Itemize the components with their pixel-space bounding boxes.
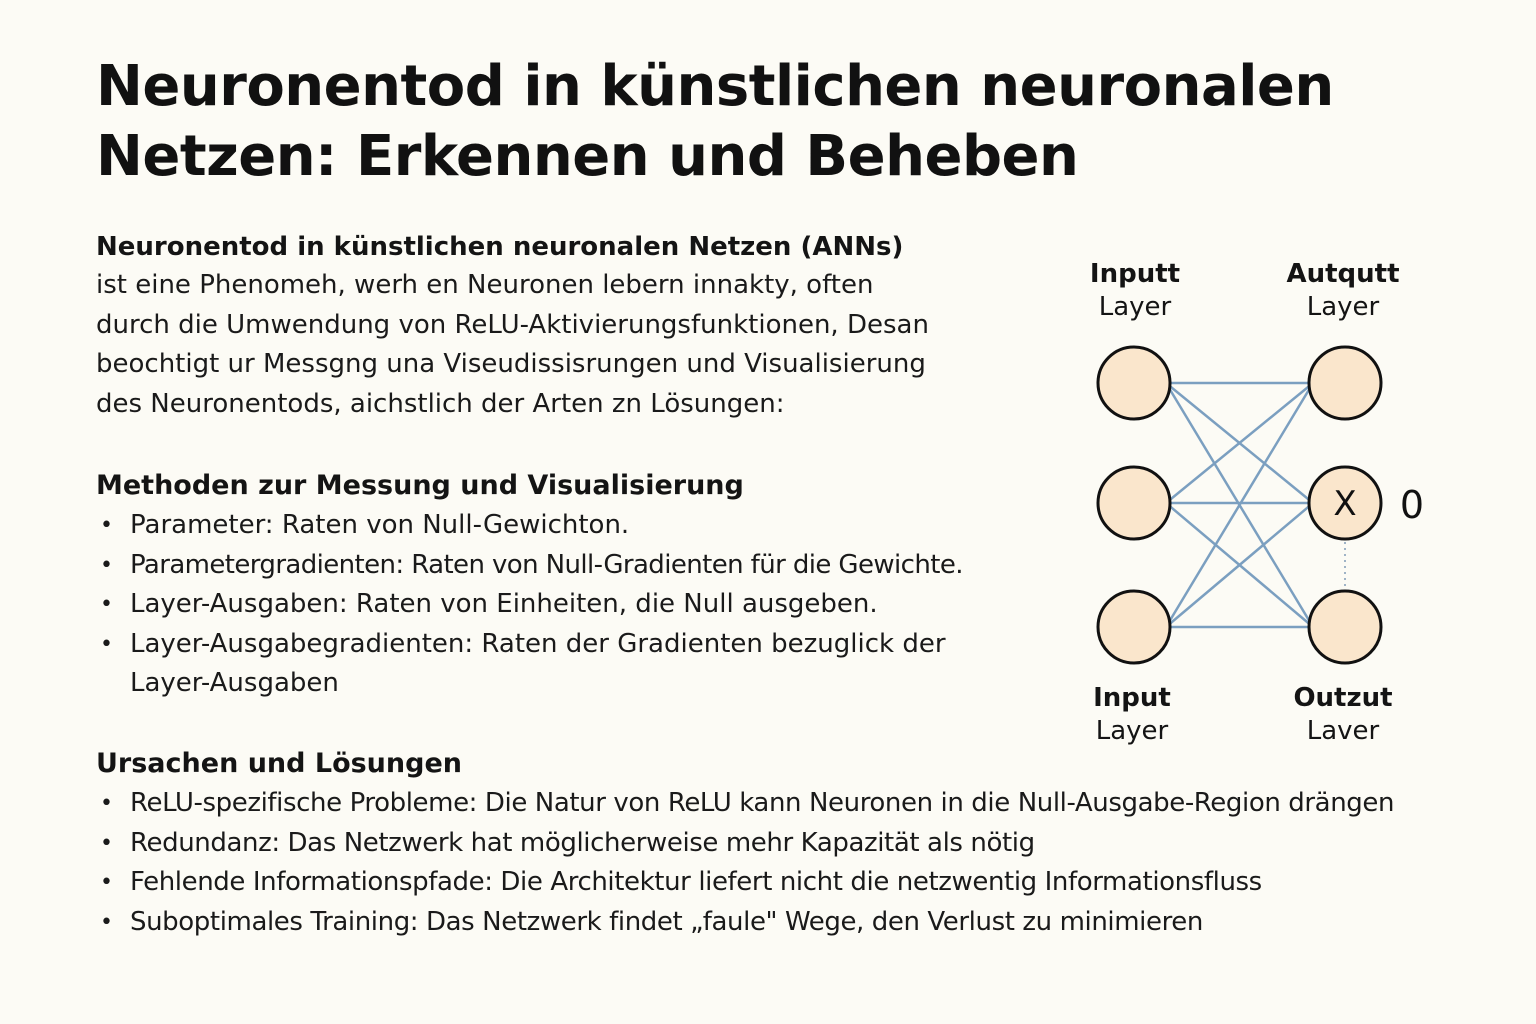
connections xyxy=(1166,383,1313,627)
causes-section xyxy=(96,744,1516,942)
list-item-text: Suboptimales Training: Das Netzwerk findet „faule" Wege, den Verlust zu minimieren xyxy=(130,906,1203,937)
causes-list xyxy=(96,784,1516,942)
output-neuron xyxy=(1309,347,1381,419)
list-item-text: Redundanz: Das Netzwerk hat möglicherweise mehr Kapazität als nötig xyxy=(130,827,1035,858)
intro-line: durch die Umwendung von ReLU-Aktivierungsfunktionen, Desan xyxy=(96,309,929,340)
bullet-icon: • xyxy=(100,552,113,578)
causes-heading: Ursachen und Lösungen xyxy=(96,748,462,779)
network-graph xyxy=(1070,250,1490,760)
neural-network-diagram xyxy=(1070,250,1490,760)
intro-lead: Neuronentod in künstlichen neuronalen Netzen (ANNs) xyxy=(96,232,904,262)
dead-neuron-mark: X xyxy=(1333,484,1357,524)
intro-line: beochtigt ur Messgng una Viseudissisrungen und Visualisierung xyxy=(96,349,926,379)
bullet-icon: • xyxy=(100,830,113,856)
list-item-continuation: Layer-Ausgaben xyxy=(130,668,339,698)
label-top-right: Autqutt Layer xyxy=(1286,259,1400,322)
list-item-text: Parameter: Raten von Null-Gewichton. xyxy=(130,510,630,540)
list-item-text: Fehlende Informationspfade: Die Architektur liefert nicht die netzwentig Informationsfluss xyxy=(130,867,1262,897)
intro-line: ist eine Phenomeh, werh en Neuronen lebern innakty, often xyxy=(96,270,874,300)
title-line-1: Neuronentod in künstlichen neuronalen xyxy=(96,54,1334,119)
label-bottom-right: Outzut Laver xyxy=(1293,683,1393,746)
bullet-icon: • xyxy=(100,791,113,816)
list-item-text: Layer-Ausgabegradienten: Raten der Gradienten bezuglick der xyxy=(130,628,946,659)
bullet-icon: • xyxy=(100,513,113,538)
list-item xyxy=(96,784,1516,824)
bullet-icon: • xyxy=(100,870,113,895)
dead-neuron-value: 0 xyxy=(1399,483,1425,527)
list-item-text: Layer-Ausgaben: Raten von Einheiten, die Null ausgeben. xyxy=(130,589,878,619)
page-title xyxy=(96,52,1436,192)
list-item xyxy=(96,863,1516,903)
input-neuron xyxy=(1098,467,1170,539)
output-neuron xyxy=(1309,591,1381,663)
label-top-left: Inputt Layer xyxy=(1089,259,1181,322)
input-neuron xyxy=(1098,347,1170,419)
intro-line: des Neuronentods, aichstlich der Arten zn Lösungen: xyxy=(96,388,785,419)
title-line-2: Netzen: Erkennen und Beheben xyxy=(96,124,1079,189)
bullet-icon: • xyxy=(100,592,113,617)
bullet-icon: • xyxy=(100,631,113,657)
methods-heading: Methoden zur Messung und Visualisierung xyxy=(96,470,744,501)
label-bottom-left: Input Layer xyxy=(1093,683,1171,746)
list-item-text: Parametergradienten: Raten von Null-Gradienten für die Gewichte. xyxy=(130,549,963,580)
list-item-text: ReLU-spezifische Probleme: Die Natur von ReLU kann Neuronen in die Null-Ausgabe-Region drängen xyxy=(130,788,1395,818)
list-item xyxy=(96,824,1516,864)
list-item xyxy=(96,903,1516,943)
intro-paragraph xyxy=(96,228,1036,424)
bullet-icon: • xyxy=(100,909,113,935)
input-neuron xyxy=(1098,591,1170,663)
